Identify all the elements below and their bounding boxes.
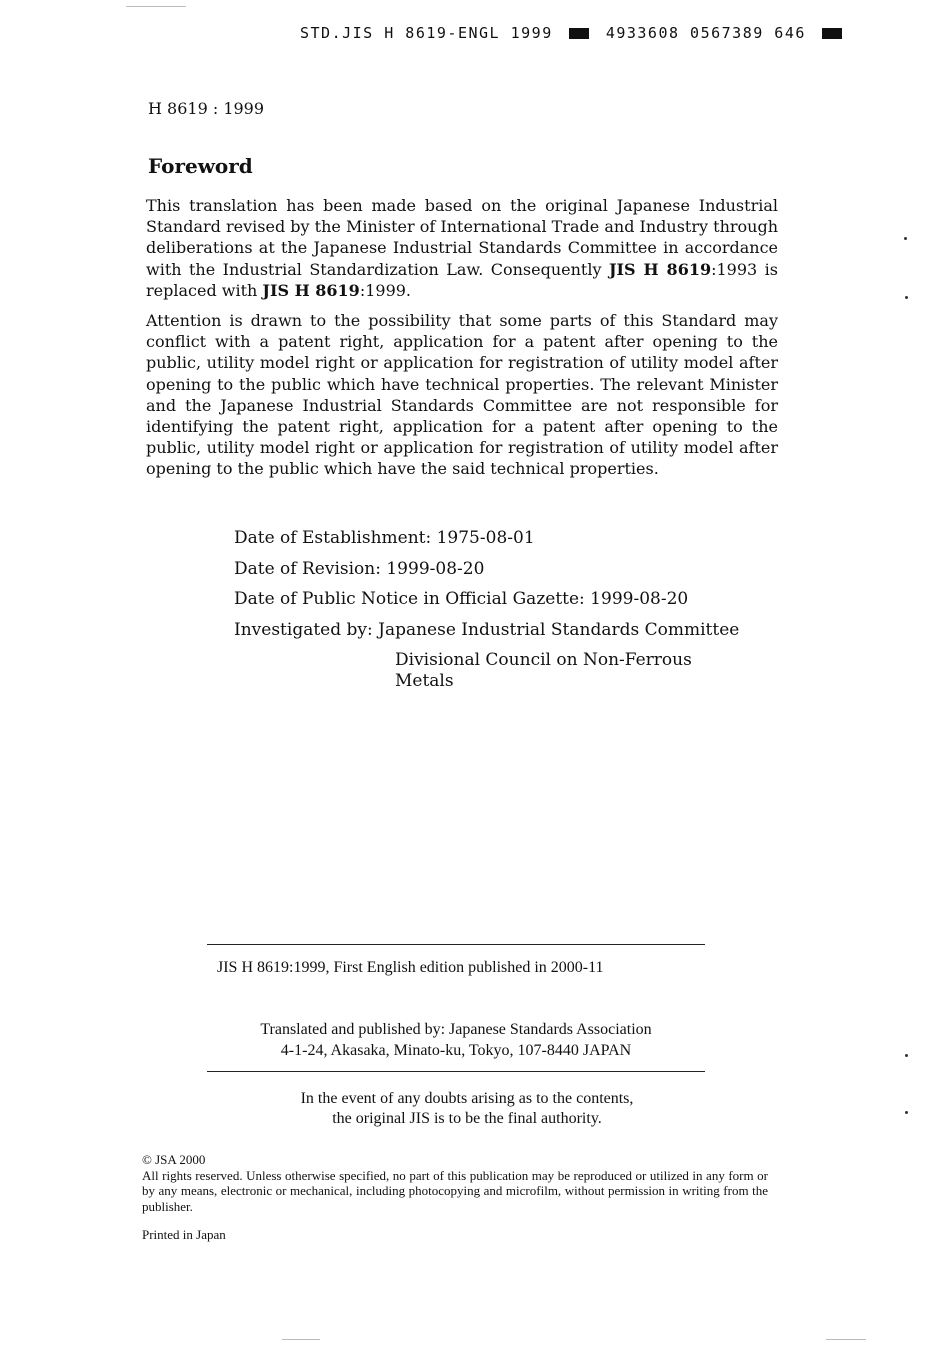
scan-speck	[905, 296, 908, 299]
foreword-title: Foreword	[148, 154, 253, 178]
scan-speck	[905, 1111, 908, 1114]
publisher-block	[207, 1019, 705, 1061]
edition-line: JIS H 8619:1999, First English edition published in 2000-11	[217, 959, 604, 976]
barcode-block-icon	[569, 28, 589, 39]
scan-speck	[905, 1054, 908, 1057]
foreword-paragraph-2: Attention is drawn to the possibility that some parts of this Standard may conflict with a patent right, application for a patent after opening to the public, utility model right or application for registration of utility model after opening to the public which have technical properties. The relevant Minister and the Japanese Industrial Standards Committee are not responsible for identifying the patent right, application for a patent after opening to the public, utility model right or application for registration of utility model after opening to the public which have the said technical properties.	[146, 311, 778, 479]
scan-speck	[904, 237, 907, 240]
authority-line-2: the original JIS is to be the final authority.	[332, 1110, 602, 1127]
barcode-block-icon	[822, 28, 842, 39]
printed-in: Printed in Japan	[142, 1227, 226, 1242]
copyright-mark: © JSA 2000	[142, 1152, 206, 1167]
scan-mark	[826, 1339, 866, 1340]
authority-line-1: In the event of any doubts arising as to the contents,	[300, 1090, 634, 1107]
date-establishment: Date of Establishment: 1975-08-01	[234, 528, 535, 548]
investigated-by: Investigated by: Japanese Industrial Standards Committee	[234, 619, 740, 640]
jis-ref-new: JIS H 8619	[262, 280, 360, 300]
council-line-1: Divisional Council on Non-Ferrous	[395, 650, 692, 670]
scan-mark	[126, 6, 186, 7]
council-line-2: Metals	[395, 671, 454, 691]
jis-ref-old: JIS H 8619	[608, 259, 712, 279]
document-id: H 8619 : 1999	[148, 99, 265, 118]
copyright-notice: All rights reserved. Unless otherwise specified, no part of this publication may be reproduced or utilized in any form or by any means, electronic or mechanical, including photocopying and microfilm, without permission in writing from the publisher.	[142, 1167, 768, 1214]
foreword-p1-year-old: :1993 is replaced with	[146, 259, 778, 300]
divider-top	[207, 944, 705, 945]
foreword-paragraph-1	[146, 195, 778, 301]
authority-note	[207, 1089, 727, 1129]
copyright-block	[142, 1152, 768, 1214]
foreword-p1-text: This translation has been made based on the original Japanese Industrial Standard revised by the Minister of International Trade and Industry through deliberations at the Japanese Industrial Standards Committee in accordance with the Industrial Standardization Law. Consequently	[146, 196, 778, 279]
header-code-line	[300, 24, 848, 42]
date-gazette: Date of Public Notice in Official Gazette: 1999-08-20	[234, 589, 689, 609]
translated-by: Translated and published by: Japanese Standards Association	[260, 1021, 652, 1038]
header-code-middle: 4933608 0567389 646	[605, 24, 806, 42]
date-revision: Date of Revision: 1999-08-20	[234, 558, 485, 579]
divider-bottom	[207, 1071, 705, 1072]
foreword-p1-year-new: :1999.	[359, 280, 412, 300]
scan-mark	[282, 1339, 320, 1340]
publisher-address: 4-1-24, Akasaka, Minato-ku, Tokyo, 107-8440 JAPAN	[280, 1042, 632, 1059]
dates-block	[234, 528, 739, 692]
header-code-left: STD.JIS H 8619-ENGL 1999	[300, 24, 553, 42]
